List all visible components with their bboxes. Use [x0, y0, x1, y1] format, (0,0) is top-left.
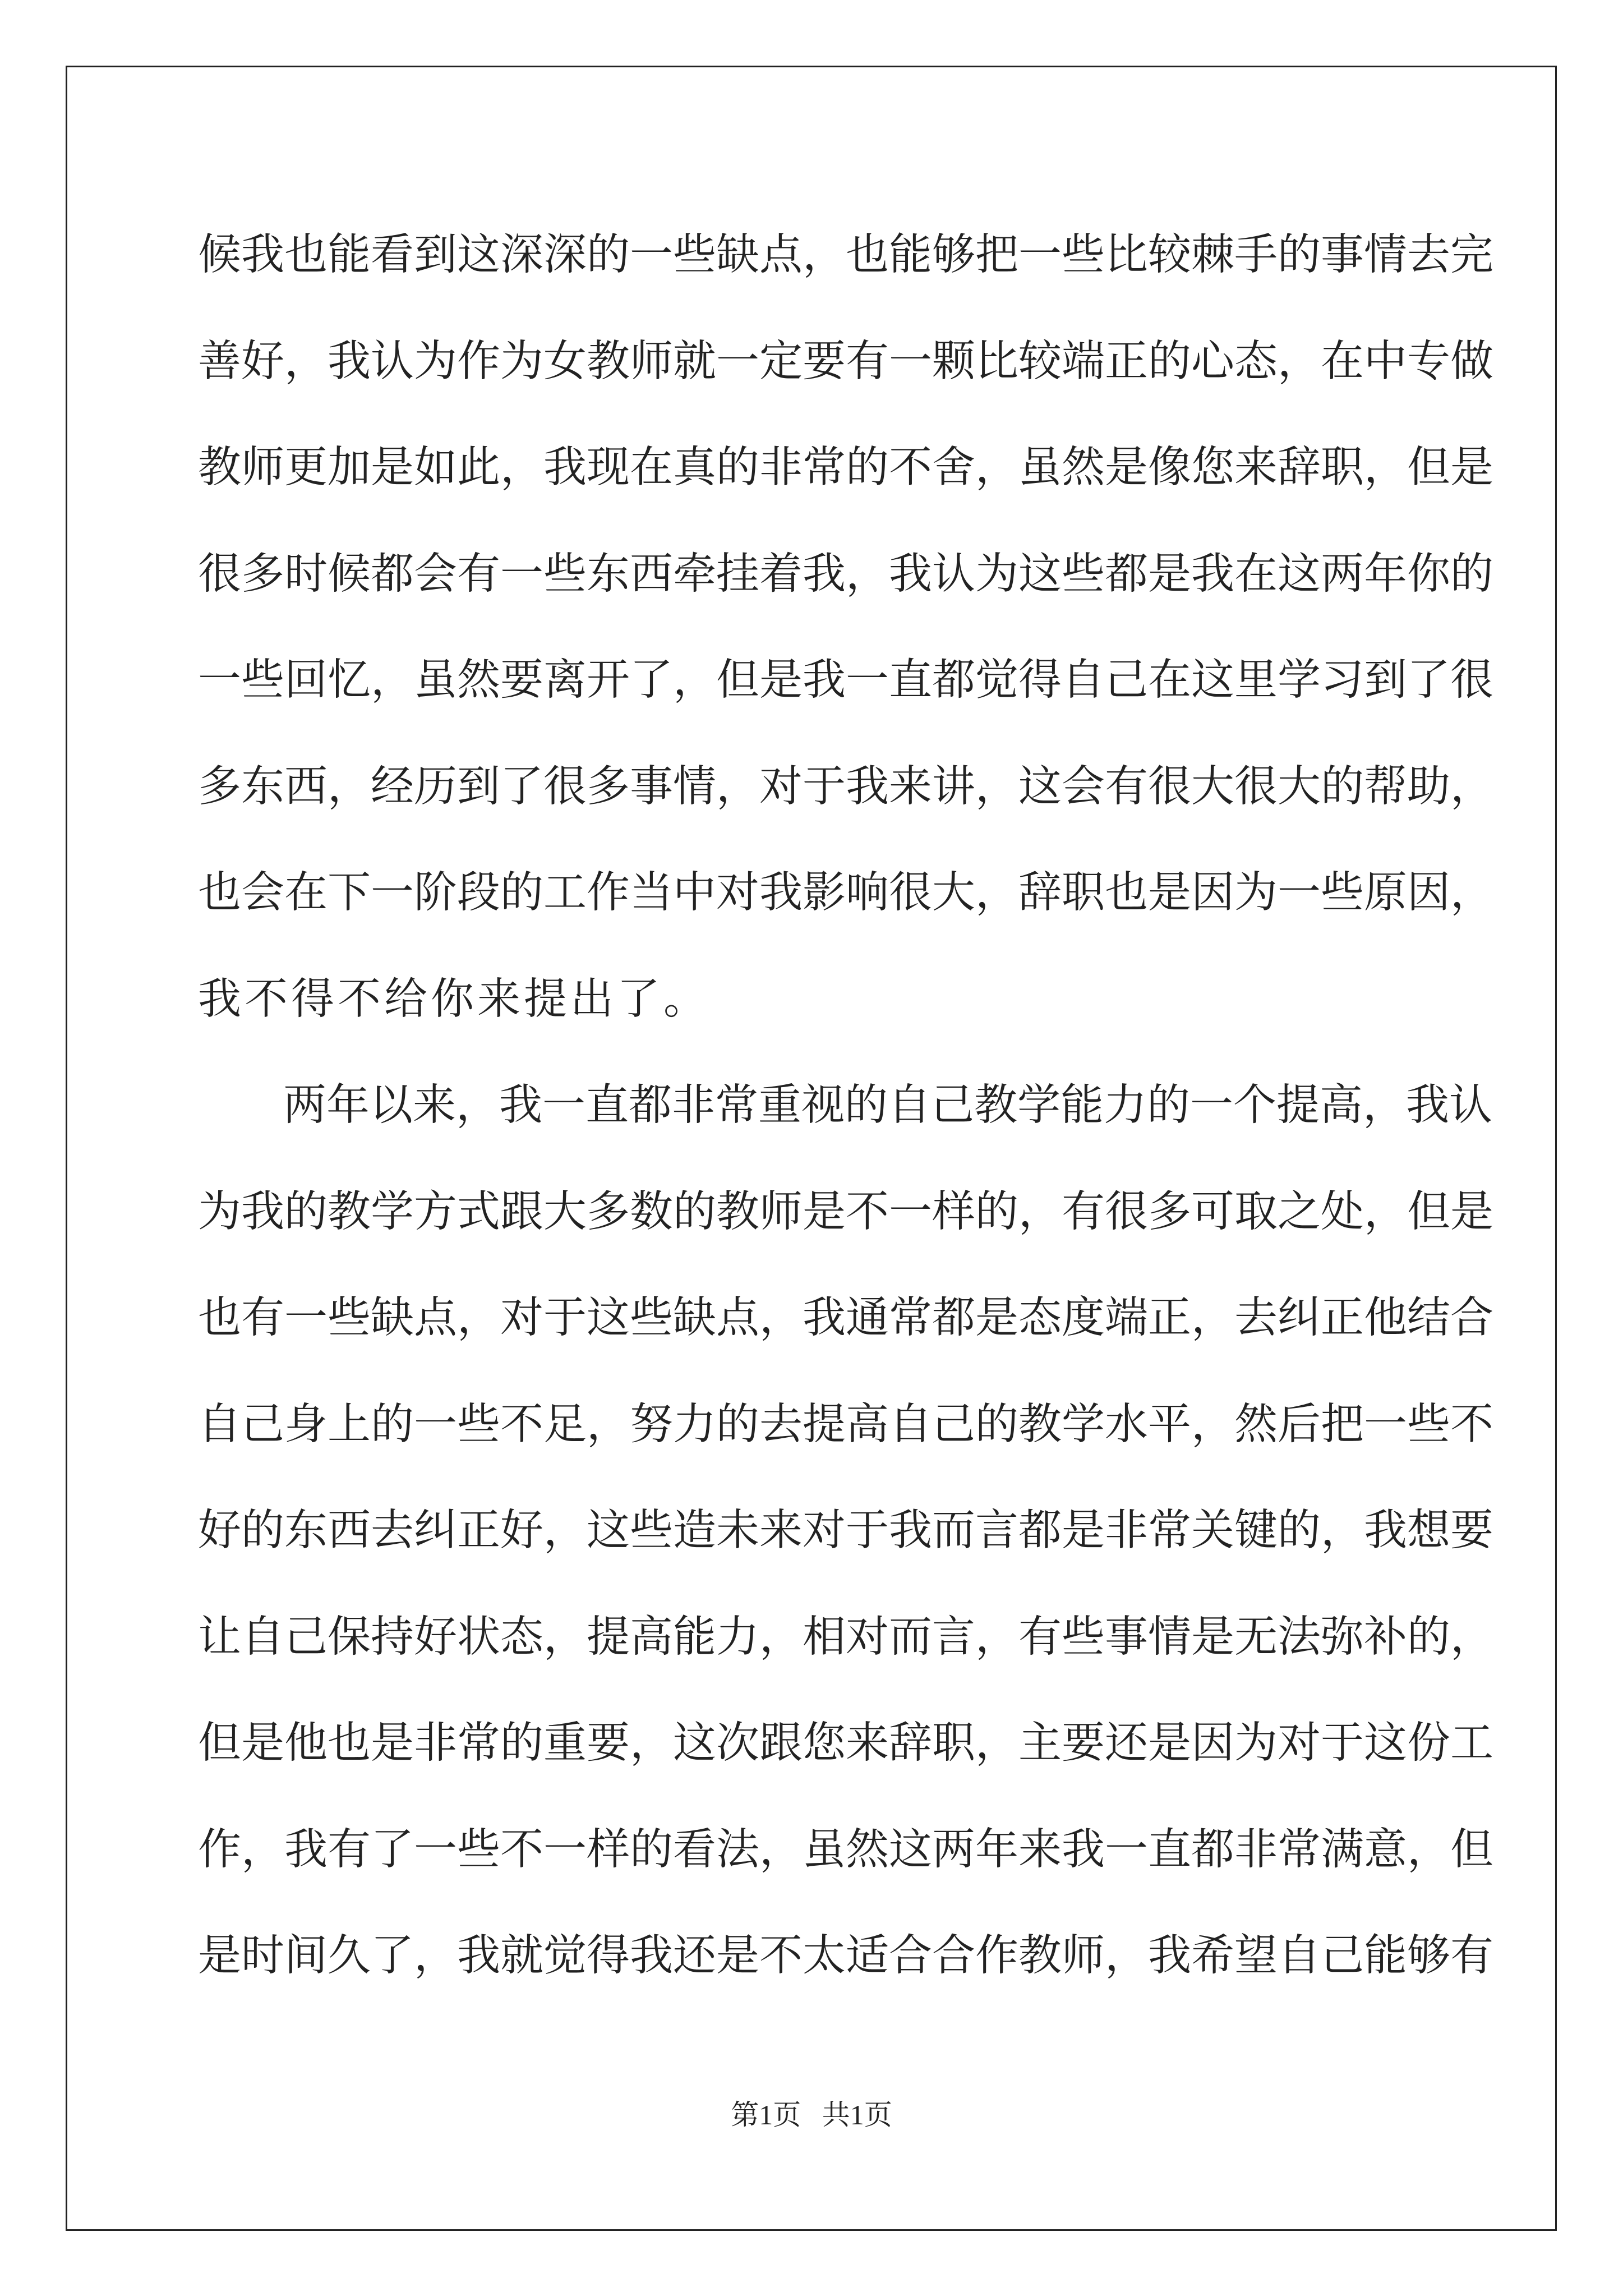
paragraph-line: 好的东西去纠正好，这些造未来对于我而言都是非常关键的，我想要 [198, 1506, 1493, 1556]
paragraph-line: 两年以来，我一直都非常重视的自己教学能力的一个提高，我认 [283, 1080, 1492, 1130]
paragraph-line: 但是他也是非常的重要，这次跟您来辞职，主要还是因为对于这份工 [198, 1718, 1493, 1768]
paragraph-line: 让自己保持好状态，提高能力，相对而言，有些事情是无法弥补的， [198, 1612, 1493, 1662]
paragraph-line: 我不得不给你来提出了。 [198, 974, 710, 1024]
paragraph-line: 是时间久了，我就觉得我还是不太适合合作教师，我希望自己能够有 [198, 1931, 1493, 1981]
paragraph-line: 候我也能看到这深深的一些缺点，也能够把一些比较棘手的事情去完 [198, 230, 1493, 280]
paragraph-line: 善好，我认为作为女教师就一定要有一颗比较端正的心态，在中专做 [198, 336, 1493, 386]
paragraph-line: 很多时候都会有一些东西牵挂着我，我认为这些都是我在这两年你的 [198, 549, 1493, 599]
page-footer [0, 2092, 1623, 2133]
document-body [198, 202, 1493, 2009]
paragraph-line: 为我的教学方式跟大多数的教师是不一样的，有很多可取之处，但是 [198, 1186, 1493, 1237]
paragraph-line: 自己身上的一些不足，努力的去提高自己的教学水平，然后把一些不 [198, 1399, 1493, 1450]
paragraph-line: 也会在下一阶段的工作当中对我影响很大，辞职也是因为一些原因， [198, 868, 1493, 918]
page-total: 共1页 [822, 2099, 892, 2131]
paragraph-line: 一些回忆，虽然要离开了，但是我一直都觉得自己在这里学习到了很 [198, 655, 1493, 705]
page-number: 第1页 [731, 2099, 801, 2131]
paragraph-line: 教师更加是如此，我现在真的非常的不舍，虽然是像您来辞职，但是 [198, 443, 1493, 493]
paragraph-line: 多东西，经历到了很多事情，对于我来讲，这会有很大很大的帮助， [198, 761, 1493, 812]
paragraph-line: 作，我有了一些不一样的看法，虽然这两年来我一直都非常满意，但 [198, 1824, 1493, 1875]
paragraph-line: 也有一些缺点，对于这些缺点，我通常都是态度端正，去纠正他结合 [198, 1293, 1493, 1343]
